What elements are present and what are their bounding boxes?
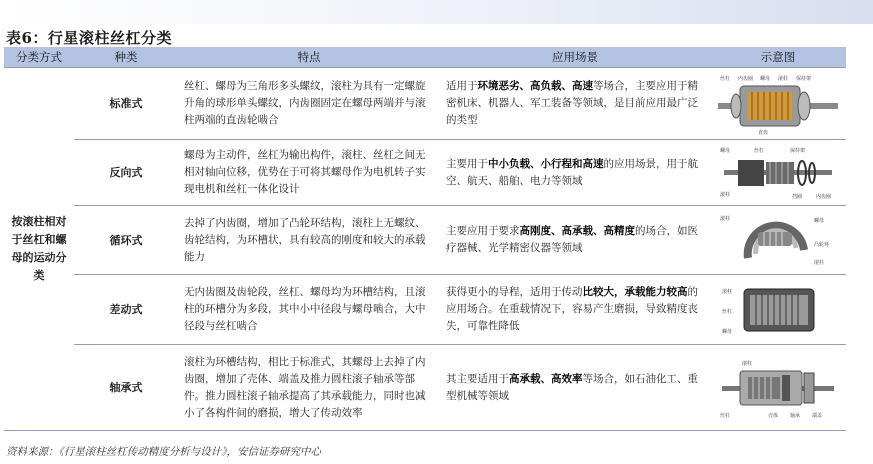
diagram-cell bbox=[710, 140, 846, 206]
recirculating-roller-screw-diagram bbox=[718, 210, 838, 270]
diagram-label: 内齿圈 bbox=[738, 75, 754, 82]
diagram-label: 丝杠 bbox=[720, 412, 731, 419]
category-label: 按滚柱相对于丝杠和螺母的运动分类 bbox=[11, 215, 67, 282]
header-application: 应用场景 bbox=[440, 47, 710, 68]
feature-cell: 滚柱为环槽结构，相比于标准式，其螺母上去掉了内齿圈，增加了壳体、端盖及推力圆柱滚子轴承等部件。推力圆柱滚子轴承提高了其承载能力，同时也减小了各构件间的磨损，增大了传动效率 bbox=[178, 345, 440, 431]
diagram-label: 滚柱 bbox=[720, 191, 731, 198]
header-diagram: 示意图 bbox=[710, 47, 846, 68]
diagram-label: 螺母 bbox=[760, 75, 771, 82]
bearing-roller-screw-diagram bbox=[718, 355, 838, 421]
diagram-label: 滚柱 bbox=[722, 288, 733, 295]
diagram-label: 凸轮环 bbox=[814, 242, 830, 248]
diagram-label: 保持架 bbox=[790, 147, 806, 154]
application-highlight: 高刚度、高承载、高精度 bbox=[519, 225, 635, 237]
header-feature: 特点 bbox=[178, 47, 440, 68]
application-highlight: 比较大，承载能力较高 bbox=[582, 286, 688, 298]
diagram-label: 螺母 bbox=[814, 218, 825, 224]
diagram-label: 保持架 bbox=[796, 75, 812, 82]
diagram-label: 轴承 bbox=[790, 412, 801, 419]
diagram-label: 挡圈 bbox=[792, 193, 803, 200]
diagram-label: 丝杠 bbox=[754, 147, 765, 154]
table-header-row bbox=[4, 47, 846, 68]
application-highlight: 中小负载、小行程和高速 bbox=[488, 157, 604, 170]
application-text: 其主要适用于 bbox=[446, 372, 509, 385]
application-text: 的应用场合。在重载情况下，容易产生磨损，导致精度丧失，可靠性降低 bbox=[446, 286, 698, 332]
diagram-label: 螺母 bbox=[720, 147, 731, 154]
table-row bbox=[4, 140, 846, 206]
inverted-roller-screw-diagram bbox=[718, 144, 838, 202]
kind-cell: 差动式 bbox=[74, 275, 178, 345]
classification-table bbox=[4, 47, 846, 431]
application-text: 的应用场景，用于航空、航天、船舶、电力等领域 bbox=[446, 157, 698, 187]
diagram-cell bbox=[710, 345, 846, 431]
application-text: 等场合，主要应用于精密机床、机器人、军工装备等领域，是目前应用最广泛的类型 bbox=[446, 80, 698, 126]
kind-cell: 反向式 bbox=[74, 140, 178, 206]
diagram-label: 滚柱 bbox=[778, 75, 789, 82]
feature-cell: 无内齿圈及齿轮段，丝杠、螺母均为环槽结构，且滚柱的环槽分为多段，其中小中径段与螺母啮合，大中径段与丝杠啮合 bbox=[178, 275, 440, 345]
diagram-label: 内齿圈 bbox=[816, 193, 832, 200]
header-band bbox=[0, 0, 873, 24]
category-cell bbox=[4, 68, 74, 431]
feature-cell: 螺母为主动件，丝杠为输出构件，滚柱、丝杠之间无相对轴向位移，优势在于可将其螺母作为电机转子实现电机和丝杠一体化设计 bbox=[178, 140, 440, 206]
standard-roller-screw-diagram bbox=[718, 72, 838, 136]
diagram-label: 滚柱 bbox=[720, 216, 731, 222]
table-row bbox=[4, 68, 846, 140]
table-title: 表6：行星滚柱丝杠分类 bbox=[6, 29, 172, 47]
application-highlight: 高承载、高效率 bbox=[509, 372, 583, 385]
application-text: 适用于 bbox=[446, 80, 478, 92]
table-row bbox=[4, 345, 846, 431]
feature-cell: 丝杠、螺母为三角形多头螺纹，滚柱为具有一定螺旋升角的球形单头螺纹，内齿圈固定在螺母两端并与滚柱两端的直齿轮啮合 bbox=[178, 68, 440, 140]
diagram-cell bbox=[710, 275, 846, 345]
diagram-label: 丝杠 bbox=[720, 75, 731, 82]
diagram-label: 滚柱 bbox=[814, 260, 825, 266]
diagram-label: 滚柱 bbox=[742, 360, 753, 367]
source-note: 资料来源：《行星滚柱丝杠传动精度分析与设计》，安信证券研究中心 bbox=[6, 446, 321, 458]
application-text: 的场合，如医疗器械、光学精密仪器等领域 bbox=[446, 225, 698, 254]
diagram-label: 丝杠 bbox=[722, 308, 733, 315]
application-cell bbox=[440, 206, 710, 275]
diagram-label: 直齿 bbox=[758, 129, 769, 136]
application-text: 主要用于 bbox=[446, 157, 488, 170]
diagram-label: 螺母 bbox=[722, 328, 733, 335]
kind-cell: 循环式 bbox=[74, 206, 178, 275]
diagram-cell bbox=[710, 206, 846, 275]
application-text: 主要应用于要求 bbox=[446, 225, 520, 237]
application-cell bbox=[440, 140, 710, 206]
application-cell bbox=[440, 275, 710, 345]
application-cell bbox=[440, 345, 710, 431]
header-category: 分类方式 bbox=[4, 47, 74, 68]
table-row bbox=[4, 206, 846, 275]
table-row bbox=[4, 275, 846, 345]
application-text: 获得更小的导程，适用于传动 bbox=[446, 286, 583, 298]
application-cell bbox=[440, 68, 710, 140]
differential-roller-screw-diagram bbox=[718, 279, 838, 341]
header-kind: 种类 bbox=[74, 47, 178, 68]
diagram-cell bbox=[710, 68, 846, 140]
diagram-label: 端盖 bbox=[812, 412, 823, 419]
kind-cell: 轴承式 bbox=[74, 345, 178, 431]
application-text: 等场合，如石油化工、重型机械等领域 bbox=[446, 372, 698, 402]
application-highlight: 环境恶劣、高负载、高速 bbox=[477, 80, 593, 92]
diagram-label: 壳体 bbox=[768, 412, 779, 419]
feature-cell: 去掉了内齿圈，增加了凸轮环结构，滚柱上无螺纹、齿轮结构，为环槽状，具有较高的刚度和较大的承载能力 bbox=[178, 206, 440, 275]
kind-cell: 标准式 bbox=[74, 68, 178, 140]
